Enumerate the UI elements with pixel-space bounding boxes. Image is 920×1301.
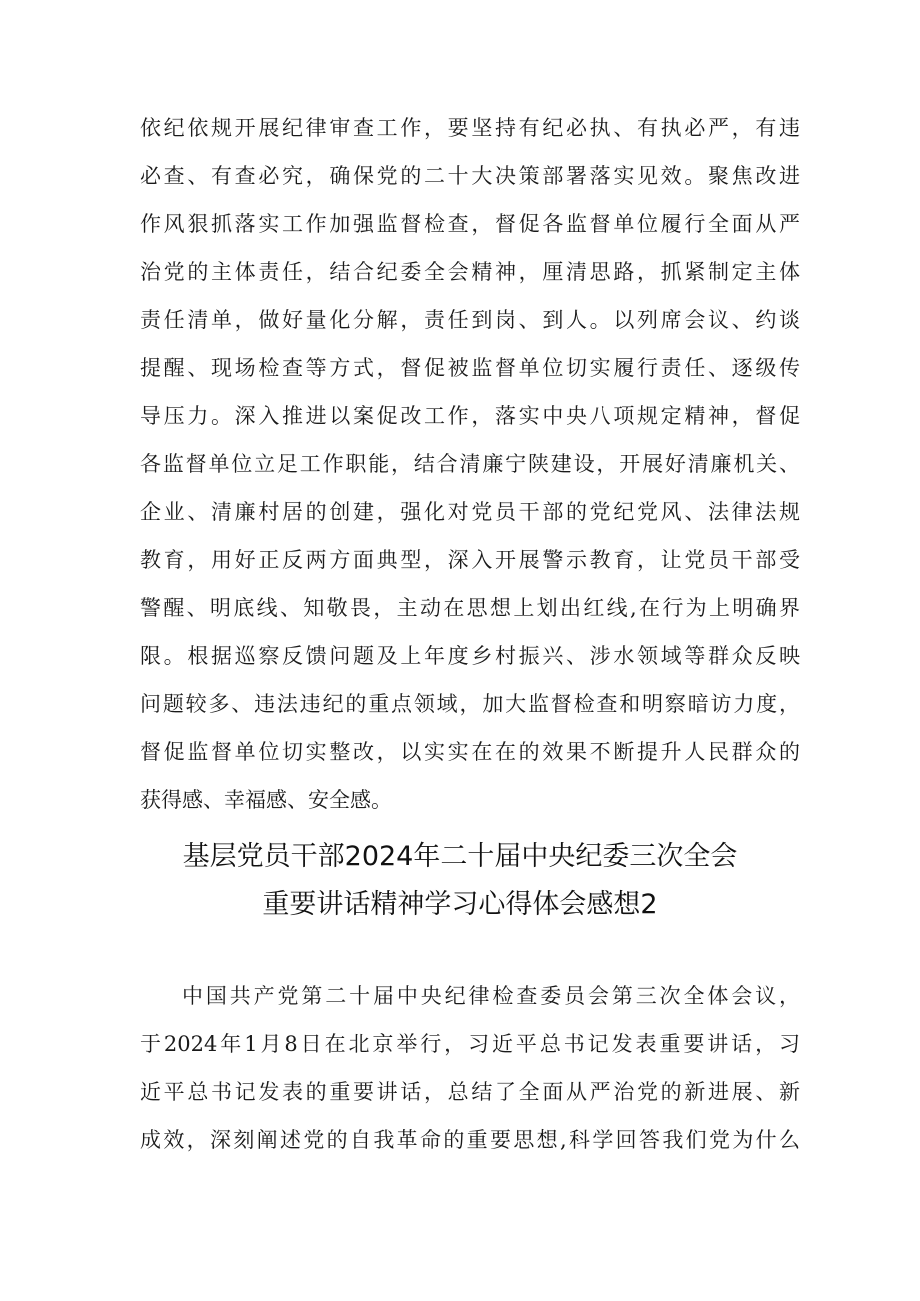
paragraph-line: 作风狠抓落实工作加强监督检查，督促各监督单位履行全面从严 [140,212,800,236]
paragraph-line: 于2024年1月8日在北京举行，习近平总书记发表重要讲话，习 [140,1032,800,1056]
paragraph-line: 成效，深刻阐述党的自我革命的重要思想,科学回答我们党为什么 [140,1128,800,1152]
heading-line: 基层党员干部2024年二十届中央纪委三次全会 [182,841,738,872]
paragraph-line: 警醒、明底线、知敬畏，主动在思想上划出红线,在行为上明确界 [140,596,800,620]
paragraph-line: 近平总书记发表的重要讲话，总结了全面从严治党的新进展、新 [140,1080,800,1104]
paragraph-line: 督促监督单位切实整改，以实实在在的效果不断提升人民群众的 [140,740,800,764]
heading-line: 重要讲话精神学习心得体会感想2 [262,889,658,920]
paragraph-line: 提醒、现场检查等方式，督促被监督单位切实履行责任、逐级传 [140,356,800,380]
paragraph-line: 企业、清廉村居的创建，强化对党员干部的党纪党风、法律法规 [140,500,800,524]
paragraph-line: 问题较多、违法违纪的重点领域，加大监督检查和明察暗访力度， [140,692,800,716]
paragraph-line: 获得感、幸福感、安全感。 [140,788,392,812]
paragraph-line: 教育，用好正反两方面典型，深入开展警示教育，让党员干部受 [140,548,800,572]
paragraph-line: 限。根据巡察反馈问题及上年度乡村振兴、涉水领域等群众反映 [140,644,800,668]
paragraph-line: 依纪依规开展纪律审查工作，要坚持有纪必执、有执必严，有违 [140,116,800,140]
paragraph-line: 导压力。深入推进以案促改工作，落实中央八项规定精神，督促 [140,404,800,428]
paragraph-line: 各监督单位立足工作职能，结合清廉宁陕建设，开展好清廉机关、 [140,452,800,476]
paragraph-line: 必查、有查必究，确保党的二十大决策部署落实见效。聚焦改进 [140,164,800,188]
paragraph-line: 中国共产党第二十届中央纪律检查委员会第三次全体会议， [182,984,800,1008]
paragraph-line: 治党的主体责任，结合纪委全会精神，厘清思路，抓紧制定主体 [140,260,800,284]
paragraph-line: 责任清单，做好量化分解，责任到岗、到人。以列席会议、约谈 [140,308,800,332]
